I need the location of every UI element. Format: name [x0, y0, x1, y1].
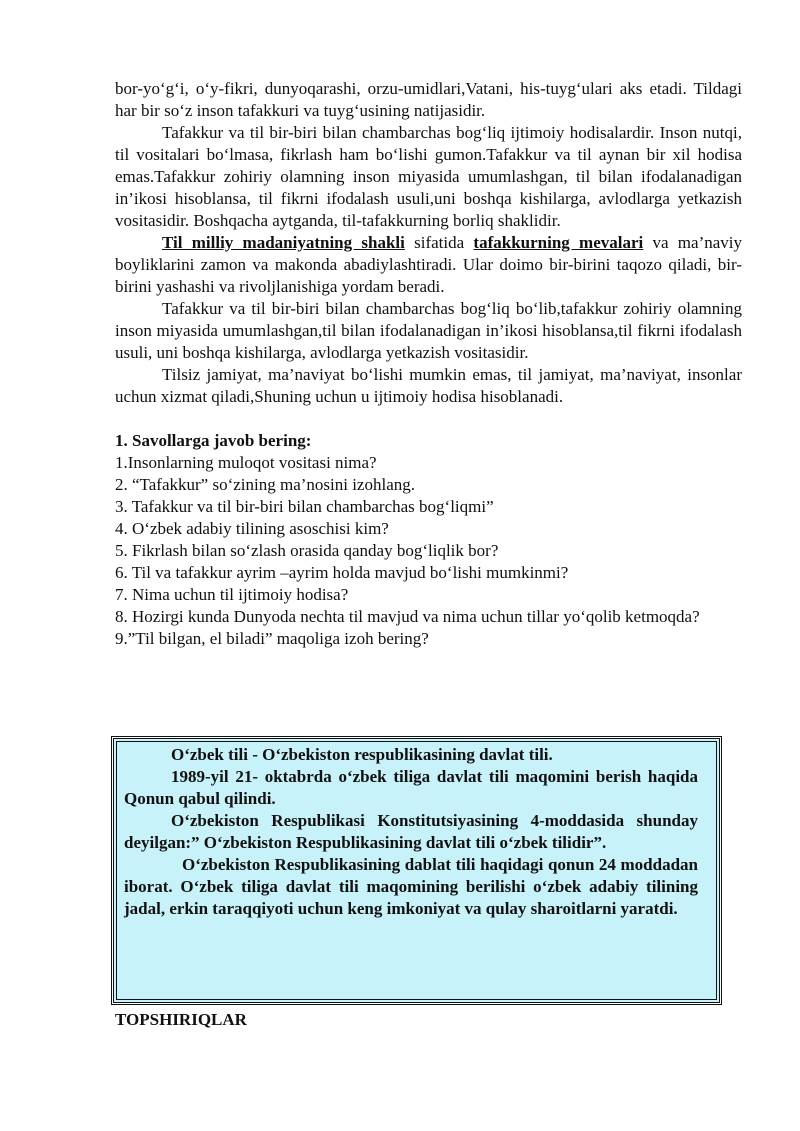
tasks-heading: TOPSHIRIQLAR	[115, 1010, 247, 1029]
info-box-line-3: O‘zbekiston Respublikasi Konstitutsiyasining 4-moddasida shunday deyilgan:” O‘zbekiston Respublikasining davlat tili o‘zbek tilidir”.	[124, 811, 698, 852]
question-item: 9.”Til bilgan, el biladi” maqoliga izoh bering?	[115, 629, 429, 648]
question-item: 1.Insonlarning muloqot vositasi nima?	[115, 453, 377, 472]
question-item: 7. Nima uchun til ijtimoiy hodisa?	[115, 585, 349, 604]
document-body	[115, 78, 742, 650]
underlined-phrase-2: tafakkurning mevalari	[473, 233, 644, 252]
info-box	[113, 738, 720, 1003]
question-item: 4. O‘zbek adabiy tilining asoschisi kim?	[115, 519, 389, 538]
info-box-line-4: O‘zbekiston Respublikasining dablat tili haqidagi qonun 24 moddadan iborat. O‘zbek tiliga davlat tili maqomining berilishi o‘zbek adabiy tilining jadal, erkin taraqqiyoti uchun keng imkoniyat va qulay sharoitlarni yaratdi.	[124, 855, 698, 918]
question-item: 2. “Tafakkur” so‘zining ma’nosini izohlang.	[115, 475, 415, 494]
question-item: 5. Fikrlash bilan so‘zlash orasida qanday bog‘liqlik bor?	[115, 541, 499, 560]
questions-title: 1. Savollarga javob bering:	[115, 431, 312, 450]
question-item: 6. Til va tafakkur ayrim –ayrim holda mavjud bo‘lishi mumkinmi?	[115, 563, 569, 582]
paragraph-2: Tafakkur va til bir-biri bilan chambarchas bog‘liq ijtimoiy hodisalardir. Inson nutqi, til vositalari bo‘lmasa, fikrlash ham bo‘lishi gumon.Tafakkur va til aynan bir xil hodisa emas.Tafakkur zohiriy olamning inson miyasida umumlashgan, til bilan ifodalanadigan in’ikosi hisoblansa, til fikrni ifodalash usuli,uni boshqa kishilarga, avlodlarga yetkazish vositasidir. Boshqacha aytganda, til-tafakkurning borliq shaklidir.	[115, 123, 742, 230]
paragraph-3-rest: va ma’naviy boyliklarini zamon va makonda abadiylashtiradi. Ular doimo bir-birini taqozo qiladi, bir-birini yashashi va rivoljlanishiga yordam beradi.	[115, 233, 743, 296]
paragraph-3-mid: sifatida	[404, 233, 474, 252]
paragraph-5: Tilsiz jamiyat, ma’naviyat bo‘lishi mumkin emas, til jamiyat, ma’naviyat, insonlar uchun xizmat qiladi,Shuning uchun u ijtimoiy hodisa hisoblanadi.	[115, 365, 742, 406]
paragraph-1: bor-yo‘g‘i, o‘y-fikri, dunyoqarashi, orzu-umidlari,Vatani, his-tuyg‘ulari aks etadi. Tildagi har bir so‘z inson tafakkuri va tuyg‘usining natijasidir.	[115, 79, 742, 120]
info-box-line-1: O‘zbek tili - O‘zbekiston respublikasining davlat tili.	[171, 745, 553, 764]
question-item: 3. Tafakkur va til bir-biri bilan chambarchas bog‘liqmi”	[115, 497, 494, 516]
question-item: 8. Hozirgi kunda Dunyoda nechta til mavjud va nima uchun tillar yo‘qolib ketmoqda?	[115, 607, 700, 626]
paragraph-4: Tafakkur va til bir-biri bilan chambarchas bog‘liq bo‘lib,tafakkur zohiriy olamning inson miyasida umumlashgan,til bilan ifodalanadigan in’ikosi hisoblansa,til fikrni ifodalash usuli, uni boshqa kishilarga, avlodlarga yetkazish vositasidir.	[115, 299, 742, 362]
info-box-line-2: 1989-yil 21- oktabrda o‘zbek tiliga davlat tili maqomini berish haqida Qonun qabul qilindi.	[124, 767, 698, 808]
questions-list	[115, 452, 742, 650]
paragraph-3	[115, 232, 742, 298]
underlined-phrase-1: Til milliy madaniyatning shakli	[162, 233, 405, 252]
